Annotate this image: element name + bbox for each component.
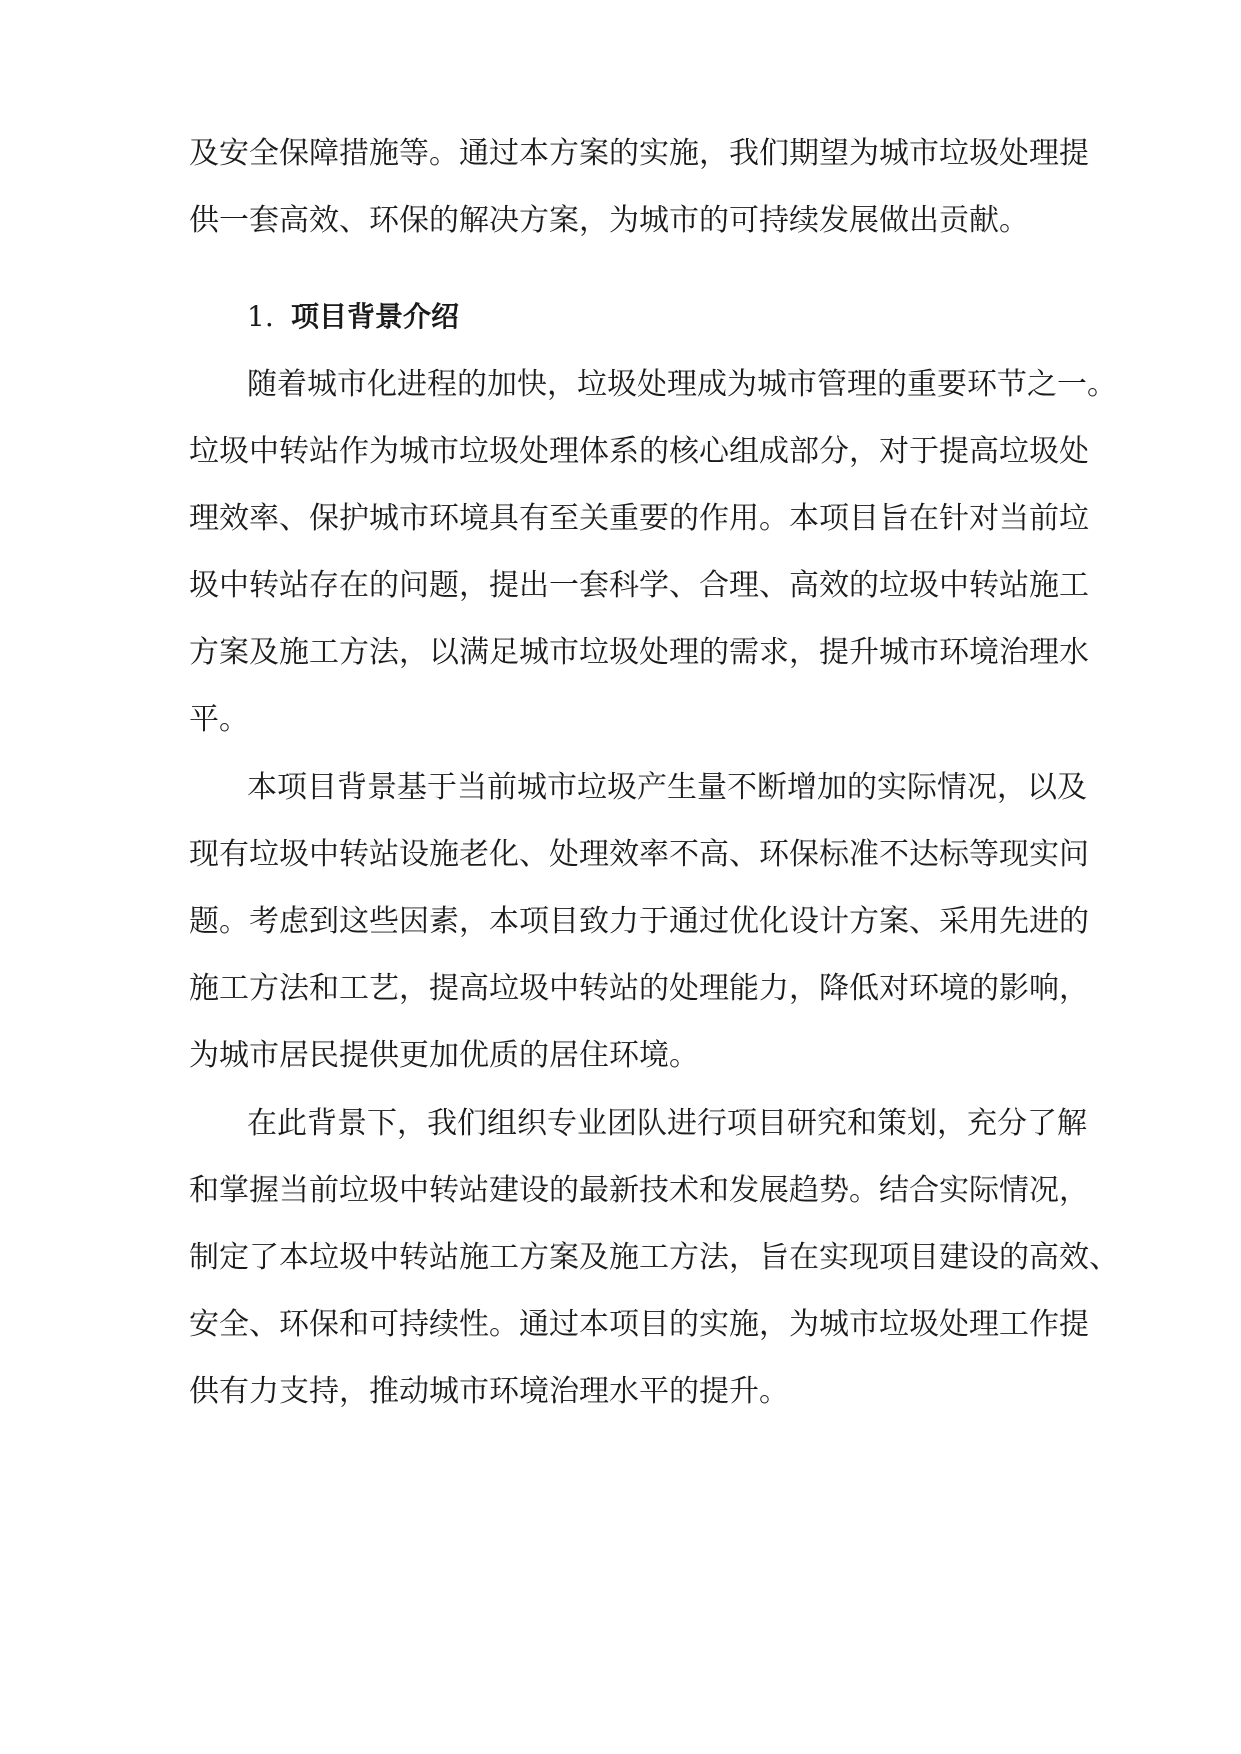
paragraph-1-line-1: 随着城市化进程的加快，垃圾处理成为城市管理的重要环节之一。: [247, 367, 1117, 402]
paragraph-2-line-2: 现有垃圾中转站设施老化、处理效率不高、环保标准不达标等现实问: [189, 837, 1089, 872]
paragraph-1-line-2: 垃圾中转站作为城市垃圾处理体系的核心组成部分，对于提高垃圾处: [189, 434, 1089, 469]
paragraph-2-line-4: 施工方法和工艺，提高垃圾中转站的处理能力，降低对环境的影响，: [189, 971, 1089, 1006]
section-title: 项目背景介绍: [291, 300, 460, 333]
paragraph-1-line-3: 理效率、保护城市环境具有至关重要的作用。本项目旨在针对当前垃: [189, 501, 1089, 536]
paragraph-3-line-3: 制定了本垃圾中转站施工方案及施工方法，旨在实现项目建设的高效、: [189, 1240, 1119, 1275]
intro-line-2: 供一套高效、环保的解决方案，为城市的可持续发展做出贡献。: [189, 203, 1029, 238]
paragraph-1-line-4: 圾中转站存在的问题，提出一套科学、合理、高效的垃圾中转站施工: [189, 568, 1089, 603]
paragraph-2-line-3: 题。考虑到这些因素，本项目致力于通过优化设计方案、采用先进的: [189, 904, 1089, 939]
paragraph-2-line-5: 为城市居民提供更加优质的居住环境。: [189, 1038, 699, 1073]
section-heading: [247, 297, 459, 337]
paragraph-3-line-2: 和掌握当前垃圾中转站建设的最新技术和发展趋势。结合实际情况，: [189, 1173, 1089, 1208]
paragraph-3-line-4: 安全、环保和可持续性。通过本项目的实施，为城市垃圾处理工作提: [189, 1307, 1089, 1342]
paragraph-1-line-5: 方案及施工方法，以满足城市垃圾处理的需求，提升城市环境治理水: [189, 635, 1089, 670]
paragraph-3-line-1: 在此背景下，我们组织专业团队进行项目研究和策划，充分了解: [247, 1106, 1087, 1141]
paragraph-1-line-6: 平。: [189, 702, 249, 737]
section-number: 1.: [247, 300, 274, 333]
paragraph-2-line-1: 本项目背景基于当前城市垃圾产生量不断增加的实际情况，以及: [247, 770, 1087, 805]
paragraph-3-line-5: 供有力支持，推动城市环境治理水平的提升。: [189, 1374, 789, 1409]
intro-line-1: 及安全保障措施等。通过本方案的实施，我们期望为城市垃圾处理提: [189, 136, 1089, 171]
